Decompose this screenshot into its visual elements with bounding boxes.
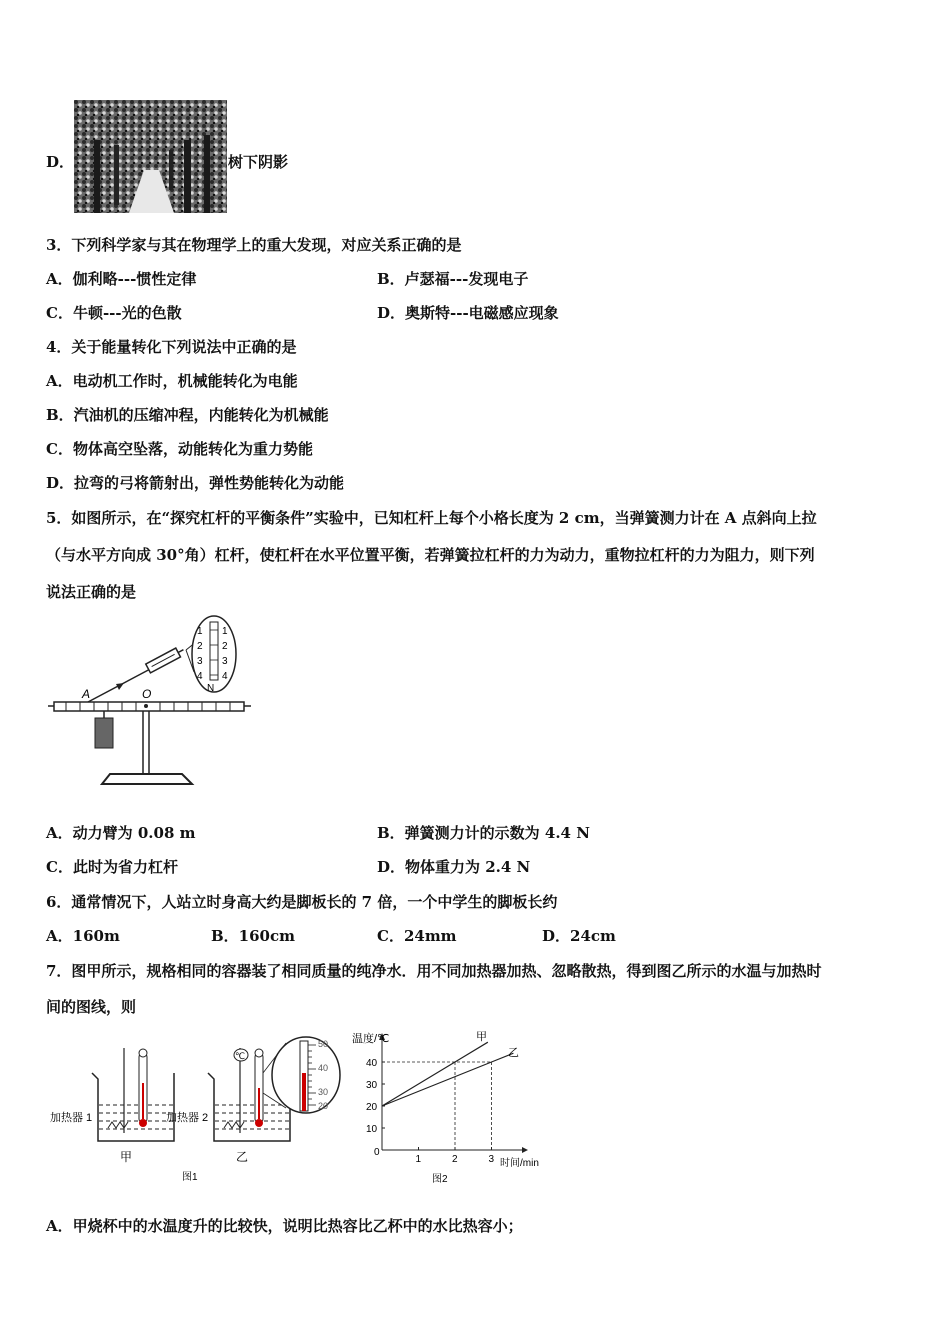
- scale-left-2: 2: [197, 641, 203, 652]
- q5-stem-line1: 5．如图所示，在“探究杠杆的平衡条件”实验中，已知杠杆上每个小格长度为 2 cm，当弹簧测力计在 A 点斜向上拉: [46, 509, 817, 527]
- q5-option-c: C．此时为省力杠杆: [46, 858, 178, 876]
- q5-option-a: A．动力臂为 0.08 m: [46, 824, 196, 842]
- y-tick-label: 30: [366, 1080, 378, 1091]
- q3-option-d: D．奥斯特---电磁感应现象: [377, 304, 559, 322]
- q3-option-a: A．伽利略---惯性定律: [46, 270, 197, 288]
- q4-option-d: D．拉弯的弓将箭射出，弹性势能转化为动能: [46, 474, 345, 492]
- q5-option-d: D．物体重力为 2.4 N: [377, 858, 531, 876]
- lever-figure: [46, 612, 256, 792]
- celsius-mark: ℃: [235, 1051, 246, 1061]
- scale-right-2: 2: [222, 641, 228, 652]
- chart-ylabel: 温度/℃: [352, 1033, 390, 1045]
- y-tick-label: 40: [366, 1058, 378, 1069]
- series-label-b: 乙: [508, 1047, 519, 1059]
- beaker-b-label: 乙: [236, 1150, 249, 1164]
- q3-stem: 3．下列科学家与其在物理学上的重大发现，对应关系正确的是: [46, 236, 462, 254]
- fig1-caption: 图1: [182, 1172, 198, 1183]
- temperature-chart: [352, 1028, 562, 1188]
- scale-right-3: 3: [222, 656, 228, 667]
- q4-stem: 4．关于能量转化下列说法中正确的是: [46, 338, 297, 356]
- series-line-a: [382, 1042, 488, 1106]
- chart-origin: 0: [374, 1147, 380, 1158]
- x-axis-arrow: [522, 1147, 528, 1153]
- series-line-b: [382, 1053, 513, 1106]
- tree-shadow-photo: [74, 100, 227, 213]
- series-label-a: 甲: [476, 1031, 487, 1043]
- chart-xlabel: 时间/min: [500, 1158, 539, 1169]
- thermo-20: 20: [318, 1101, 329, 1111]
- q3-option-b: B．卢瑟福---发现电子: [377, 270, 529, 288]
- q5-stem-line2: （与水平方向成 30°角）杠杆，使杠杆在水平位置平衡，若弹簧拉杠杆的力为动力，重物拉杠杆的力为阻力，则下列: [46, 546, 815, 564]
- q6-option-d: D．24cm: [542, 927, 616, 945]
- y-tick-label: 10: [366, 1124, 378, 1135]
- x-tick-label: 2: [452, 1154, 458, 1165]
- scale-right-4: 4: [222, 671, 228, 682]
- thermo-30: 30: [318, 1087, 329, 1097]
- x-tick-label: 1: [415, 1154, 422, 1165]
- q6-stem: 6．通常情况下，人站立时身高大约是脚板长的 7 倍，一个中学生的脚板长约: [46, 893, 558, 911]
- heater1-label: 加热器 1: [50, 1112, 93, 1124]
- scale-unit: N: [207, 683, 215, 694]
- scale-left-1: 1: [197, 626, 203, 637]
- scale-left-4: 4: [197, 671, 203, 682]
- scale-right-1: 1: [222, 626, 228, 637]
- q2-option-d-text: 树下阴影: [228, 153, 289, 171]
- q4-option-c: C．物体高空坠落，动能转化为重力势能: [46, 440, 313, 458]
- q2-option-d-label: D．: [46, 153, 75, 171]
- q6-option-c: C．24mm: [377, 927, 457, 945]
- q5-stem-line3: 说法正确的是: [46, 583, 137, 601]
- q7-stem-line2: 间的图线，则: [46, 998, 137, 1016]
- scale-left-3: 3: [197, 656, 203, 667]
- lever-point-o: O: [142, 687, 152, 701]
- q7-stem-line1: 7．图甲所示，规格相同的容器装了相同质量的纯净水．用不同加热器加热、忽略散热，得到图乙所示的水温与加热时: [46, 962, 822, 980]
- q4-option-b: B．汽油机的压缩冲程，内能转化为机械能: [46, 406, 329, 424]
- q3-option-c: C．牛顿---光的色散: [46, 304, 182, 322]
- q6-option-b: B．160cm: [211, 927, 295, 945]
- q4-option-a: A．电动机工作时，机械能转化为电能: [46, 372, 298, 390]
- thermo-40: 40: [318, 1063, 329, 1073]
- q6-option-a: A．160m: [46, 927, 120, 945]
- y-tick-label: 20: [366, 1102, 378, 1113]
- q7-option-a: A．甲烧杯中的水温度升的比较快，说明比热容比乙杯中的水比热容小；: [46, 1217, 523, 1235]
- thermo-50: 50: [318, 1039, 329, 1049]
- beaker-a-label: 甲: [120, 1150, 133, 1164]
- lever-point-a: A: [82, 687, 91, 701]
- beaker-figure: [46, 1033, 346, 1188]
- fig2-caption: 图2: [432, 1174, 448, 1185]
- heater2-label: 加热器 2: [166, 1112, 209, 1124]
- q5-option-b: B．弹簧测力计的示数为 4.4 N: [377, 824, 590, 842]
- x-tick-label: 3: [488, 1154, 495, 1165]
